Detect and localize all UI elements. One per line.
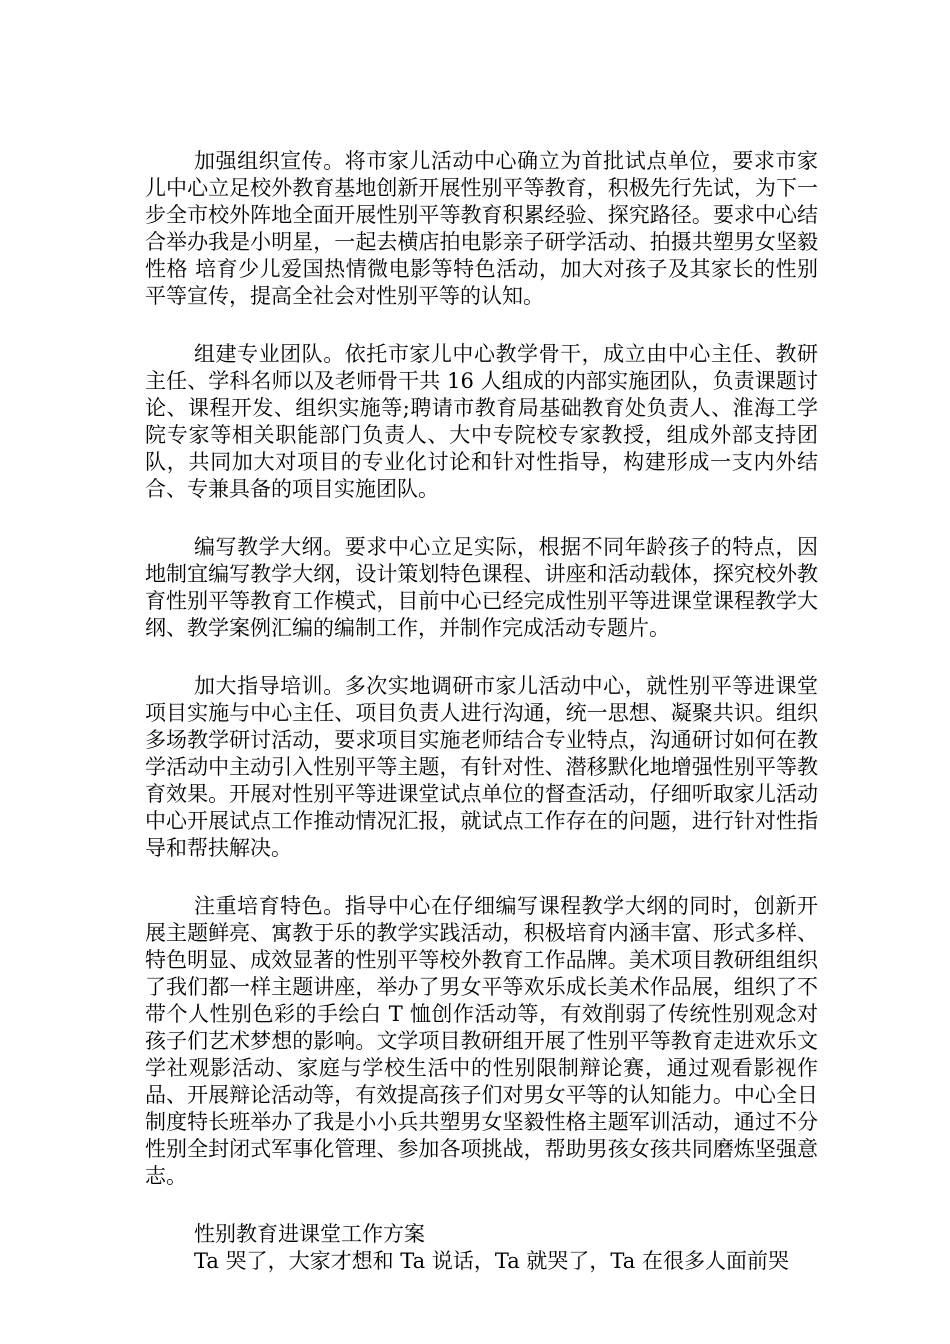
paragraph-build-team: 组建专业团队。依托市家儿中心教学骨干，成立由中心主任、教研主任、学科名师以及老师骨干共 16 人组成的内部实施团队，负责课题讨论、课程开发、组织实施等;聘请市教育局基础教育处负责人、淮海工学院专家等相关职能部门负责人、大中专院校专家教授，组成外部支持团队，共同加大对项目的专业化讨论和针对性指导，构建形成一支内外结合、专兼具备的项目实施团队。	[145, 342, 818, 501]
paragraph-guidance-training: 加大指导培训。多次实地调研市家儿活动中心，就性别平等进课堂项目实施与中心主任、项目负责人进行沟通，统一思想、凝聚共识。组织多场教学研讨活动，要求项目实施老师结合专业特点，沟通研讨如何在教学活动中主动引入性别平等主题，有针对性、潜移默化地增强性别平等教育效果。开展对性别平等进课堂试点单位的督查活动，仔细听取家儿活动中心开展试点工作推动情况汇报，就试点工作存在的问题，进行针对性指导和帮扶解决。	[145, 674, 818, 860]
paragraph-write-syllabus: 编写教学大纲。要求中心立足实际，根据不同年龄孩子的特点，因地制宜编写教学大纲，设计策划特色课程、讲座和活动载体，探究校外教育性别平等教育工作模式，目前中心已经完成性别平等进课堂课程教学大纲、教学案例汇编的编制工作，并制作完成活动专题片。	[145, 535, 818, 640]
tail-line: Ta 哭了，大家才想和 Ta 说话，Ta 就哭了，Ta 在很多人面前哭	[194, 1249, 789, 1273]
paragraph-cultivate-features: 注重培育特色。指导中心在仔细编写课程教学大纲的同时，创新开展主题鲜亮、寓教于乐的教学实践活动，积极培育内涵丰富、形式多样、特色明显、成效显著的性别平等校外教育工作品牌。美术项目教研组组织了我们都一样主题讲座，举办了男女平等欢乐成长美术作品展，组织了不带个人性别色彩的手绘白 T 恤创作活动等，有效削弱了传统性别观念对孩子们艺术梦想的影响。文学项目教研组开展了性别平等教育走进欢乐文学社观影活动、家庭与学校生活中的性别限制辩论赛，通过观看影视作品、开展辩论活动等，有效提高孩子们对男女平等的认知能力。中心全日制度特长班举办了我是小小兵共塑男女坚毅性格主题军训活动，通过不分性别全封闭式军事化管理、参加各项挑战，帮助男孩女孩共同磨炼坚强意志。	[145, 894, 818, 1188]
section-heading: 性别教育进课堂工作方案	[194, 1222, 425, 1246]
document-page	[145, 148, 818, 1275]
paragraph-organize-publicity: 加强组织宣传。将市家儿活动中心确立为首批试点单位，要求市家儿中心立足校外教育基地创新开展性别平等教育，积极先行先试，为下一步全市校外阵地全面开展性别平等教育积累经验、探究路径。要求中心结合举办我是小明星，一起去横店拍电影亲子研学活动、拍摄共塑男女坚毅性格 培育少儿爱国热情微电影等特色活动，加大对孩子及其家长的性别平等宣传，提高全社会对性别平等的认知。	[145, 149, 818, 308]
